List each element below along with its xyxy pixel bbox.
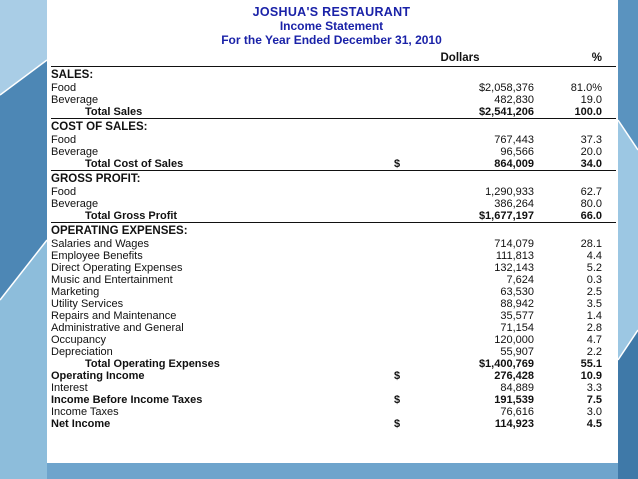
row-amount: 35,577	[500, 310, 534, 322]
statement-row	[51, 382, 616, 394]
row-amount: 114,923	[494, 418, 534, 430]
row-amount-cell	[386, 146, 536, 158]
statement-row	[51, 346, 616, 358]
dollar-sign: $	[394, 158, 401, 170]
row-amount: 120,000	[494, 334, 534, 346]
row-label: Operating Income	[51, 370, 145, 382]
section-heading: SALES:	[51, 67, 616, 83]
row-percent: 80.0	[580, 198, 602, 210]
row-label: Food	[51, 186, 77, 198]
row-percent: 0.3	[586, 274, 602, 286]
statement-title: Income Statement	[279, 19, 384, 33]
statement-row	[51, 82, 616, 94]
row-percent: 5.2	[586, 262, 602, 274]
row-label: Total Cost of Sales	[85, 158, 184, 170]
row-amount: 714,079	[494, 238, 534, 250]
row-amount-cell	[386, 406, 536, 418]
section-heading: COST OF SALES:	[51, 119, 616, 135]
section-heading: GROSS PROFIT:	[51, 171, 616, 187]
row-amount: 132,143	[494, 262, 534, 274]
row-label: Beverage	[51, 146, 99, 158]
row-label: Occupancy	[51, 334, 107, 346]
row-amount: 76,616	[500, 406, 534, 418]
row-amount-cell	[386, 262, 536, 274]
row-amount: 767,443	[494, 134, 534, 146]
row-amount: 1,290,933	[485, 186, 534, 198]
statement-table	[51, 47, 616, 430]
statement-period: For the Year Ended December 31, 2010	[221, 33, 442, 47]
statement-row	[51, 274, 616, 286]
row-label: Total Gross Profit	[85, 210, 178, 222]
statement-row	[51, 406, 616, 418]
statement-row	[51, 198, 616, 210]
bg-shard-right-mid	[618, 120, 638, 360]
statement-row	[51, 146, 616, 158]
statement-row	[51, 134, 616, 146]
row-amount-cell	[386, 298, 536, 310]
dollar-sign: $	[394, 418, 401, 430]
row-percent: 4.7	[586, 334, 602, 346]
row-amount-cell	[386, 310, 536, 322]
row-amount: 111,813	[495, 250, 534, 262]
row-label: Beverage	[51, 94, 99, 106]
row-amount-cell	[386, 106, 536, 119]
row-percent: 3.0	[586, 406, 602, 418]
statement-row	[51, 158, 616, 171]
row-percent: 20.0	[580, 146, 602, 158]
row-percent: 2.5	[586, 286, 602, 298]
row-amount-cell	[386, 134, 536, 146]
dollar-sign: $	[394, 370, 401, 382]
statement-row	[51, 394, 616, 406]
row-label: Direct Operating Expenses	[51, 262, 183, 274]
row-percent: 2.2	[586, 346, 602, 358]
column-header-percent: %	[536, 47, 616, 67]
row-label: Employee Benefits	[51, 250, 143, 262]
row-amount: 276,428	[494, 370, 534, 382]
row-label: Total Sales	[85, 106, 143, 118]
row-amount: 88,942	[500, 298, 534, 310]
statement-row	[51, 334, 616, 346]
row-amount: $1,400,769	[478, 358, 534, 370]
row-amount: 84,889	[500, 382, 534, 394]
row-amount-cell	[386, 394, 536, 406]
row-percent: 62.7	[580, 186, 602, 198]
row-amount-cell	[386, 82, 536, 94]
statement-row	[51, 250, 616, 262]
row-percent: 10.9	[580, 370, 602, 382]
row-amount-cell	[386, 210, 536, 223]
row-amount: 386,264	[494, 198, 534, 210]
row-label: Utility Services	[51, 298, 124, 310]
row-percent: 19.0	[580, 94, 602, 106]
statement-row	[51, 238, 616, 250]
row-amount-cell	[386, 186, 536, 198]
row-amount: 864,009	[494, 158, 534, 170]
row-percent: 4.5	[586, 418, 602, 430]
row-percent: 34.0	[580, 158, 602, 170]
row-percent: 2.8	[586, 322, 602, 334]
row-label: Total Operating Expenses	[85, 358, 220, 370]
statement-header	[51, 5, 612, 47]
row-amount-cell	[386, 158, 536, 171]
statement-row	[51, 210, 616, 223]
row-percent: 4.4	[586, 250, 602, 262]
row-percent: 66.0	[580, 210, 602, 222]
section-heading: OPERATING EXPENSES:	[51, 223, 616, 239]
row-label: Salaries and Wages	[51, 238, 150, 250]
statement-body	[51, 47, 616, 430]
column-header-blank	[51, 47, 386, 67]
section-heading-row	[51, 223, 616, 239]
row-label: Administrative and General	[51, 322, 184, 334]
statement-row	[51, 310, 616, 322]
row-amount: 71,154	[500, 322, 534, 334]
row-amount: $2,541,206	[478, 106, 534, 118]
row-amount-cell	[386, 238, 536, 250]
row-amount-cell	[386, 322, 536, 334]
statement-row	[51, 94, 616, 106]
row-amount-cell	[386, 94, 536, 106]
statement-row	[51, 358, 616, 370]
statement-row	[51, 286, 616, 298]
row-percent: 3.3	[586, 382, 602, 394]
row-amount-cell	[386, 198, 536, 210]
row-percent: 28.1	[580, 238, 602, 250]
row-label: Repairs and Maintenance	[51, 310, 177, 322]
row-amount: 55,907	[500, 346, 534, 358]
row-amount-cell	[386, 334, 536, 346]
row-label: Beverage	[51, 198, 99, 210]
row-label: Depreciation	[51, 346, 113, 358]
row-amount-cell	[386, 418, 536, 430]
row-amount-cell	[386, 286, 536, 298]
row-percent: 100.0	[574, 106, 602, 118]
statement-row	[51, 262, 616, 274]
row-percent: 3.5	[586, 298, 602, 310]
row-amount: $1,677,197	[478, 210, 534, 222]
row-amount: 191,539	[494, 394, 534, 406]
row-label: Income Before Income Taxes	[51, 394, 203, 406]
statement-row	[51, 106, 616, 119]
row-amount-cell	[386, 274, 536, 286]
section-heading-row	[51, 171, 616, 187]
row-amount: 482,830	[494, 94, 534, 106]
income-statement-sheet	[47, 0, 618, 463]
bg-shard-bottom	[47, 463, 618, 479]
row-amount-cell	[386, 382, 536, 394]
column-header-dollars: Dollars	[386, 47, 536, 67]
row-percent: 37.3	[580, 134, 602, 146]
row-label: Food	[51, 134, 77, 146]
section-heading-row	[51, 119, 616, 135]
statement-row	[51, 298, 616, 310]
dollar-sign: $	[394, 394, 401, 406]
statement-row	[51, 418, 616, 430]
row-percent: 1.4	[586, 310, 602, 322]
statement-row	[51, 370, 616, 382]
row-amount-cell	[386, 358, 536, 370]
row-amount: 96,566	[500, 146, 534, 158]
row-percent: 81.0%	[570, 82, 602, 94]
row-label: Interest	[51, 382, 88, 394]
row-amount: 63,530	[500, 286, 534, 298]
row-label: Music and Entertainment	[51, 274, 173, 286]
row-amount-cell	[386, 370, 536, 382]
row-amount: 7,624	[506, 274, 534, 286]
statement-row	[51, 322, 616, 334]
statement-row	[51, 186, 616, 198]
row-amount-cell	[386, 346, 536, 358]
row-label: Food	[51, 82, 77, 94]
row-label: Marketing	[51, 286, 100, 298]
row-percent: 55.1	[580, 358, 602, 370]
column-header-row	[51, 47, 616, 67]
row-label: Income Taxes	[51, 406, 119, 418]
row-label: Net Income	[51, 418, 111, 430]
row-amount-cell	[386, 250, 536, 262]
row-percent: 7.5	[586, 394, 602, 406]
company-name: JOSHUA'S RESTAURANT	[252, 5, 411, 19]
section-heading-row	[51, 67, 616, 83]
row-amount: $2,058,376	[478, 82, 534, 94]
